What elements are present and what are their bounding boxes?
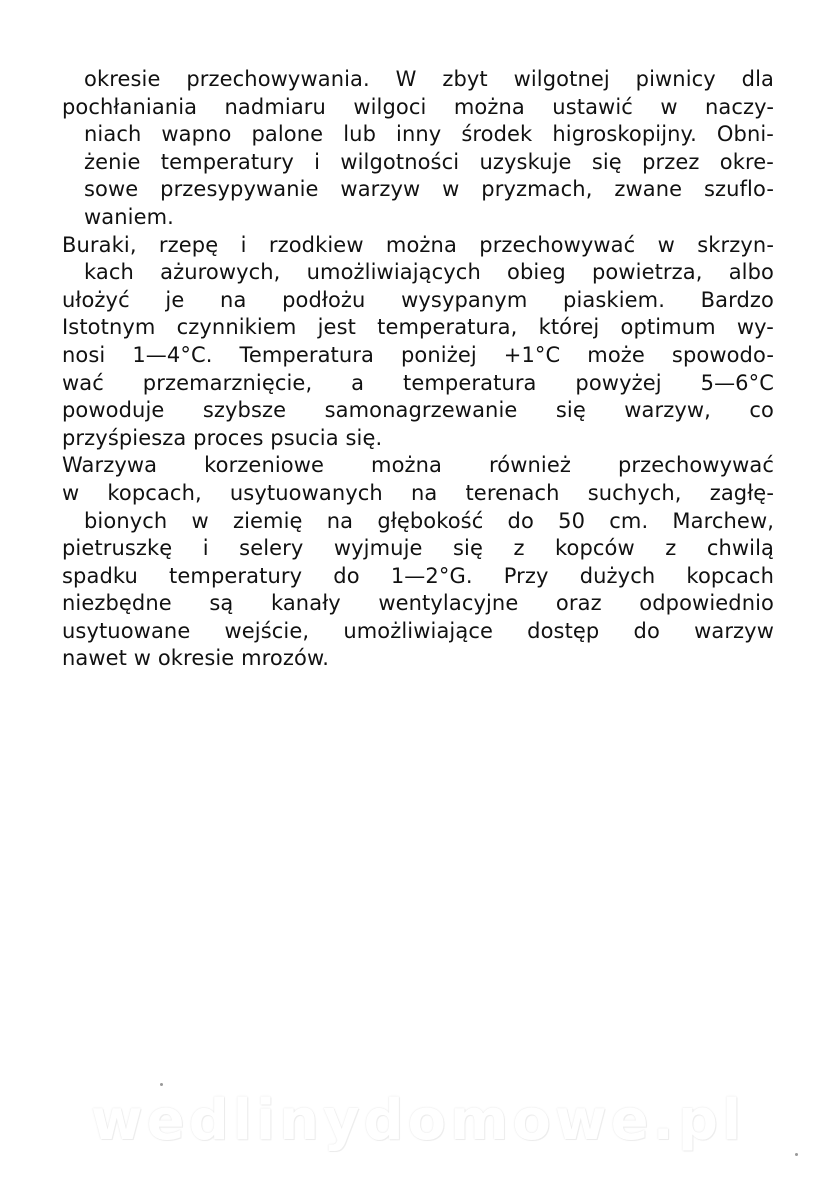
text-line: powoduje szybsze samonagrzewanie się warzyw, co [62,398,774,423]
dust-speck [795,1153,798,1156]
text-line: Buraki, rzepę i rzodkiew można przechowywać w skrzyn- [62,232,774,257]
text-line: pochłaniania nadmiaru wilgoci można ustawić w naczy- [62,94,774,119]
text-line: Warzywa korzeniowe można również przechowywać [62,453,774,478]
text-line: wać przemarznięcie, a temperatura powyżej 5—6°C [62,370,774,395]
text-line: nawet w okresie mrozów. [62,646,330,671]
text-line: sowe przesypywanie warzyw w pryzmach, zwane szuflo- [84,177,774,202]
watermark: wedlinydomowe.pl [90,1088,746,1153]
text-line: okresie przechowywania. W zbyt wilgotnej piwnicy dla [84,67,774,91]
text-line: bionych w ziemię na głębokość do 50 cm. Marchew, [84,508,774,533]
dust-speck [160,1083,163,1086]
text-line: nosi 1—4°C. Temperatura poniżej +1°C może spowodo- [62,342,774,367]
text-line: kach ażurowych, umożliwiających obieg powietrza, albo [84,260,774,285]
text-line: niach wapno palone lub inny środek higroskopijny. Obni- [84,122,774,147]
text-line: pietruszkę i selery wyjmuje się z kopców z chwilą [62,536,774,561]
text-line: Istotnym czynnikiem jest temperatura, której optimum wy- [62,315,774,340]
text-line: w kopcach, usytuowanych na terenach suchych, zagłę- [62,480,774,505]
text-line: żenie temperatury i wilgotności uzyskuje się przez okre- [84,149,774,174]
text-line: usytuowane wejście, umożliwiające dostęp do warzyw [62,618,774,643]
text-line: waniem. [84,204,174,229]
body-text [62,66,774,673]
text-line: ułożyć je na podłożu wysypanym piaskiem. Bardzo [62,287,774,312]
text-line: niezbędne są kanały wentylacyjne oraz odpowiednio [62,591,774,616]
text-line: przyśpiesza proces psucia się. [62,425,383,450]
text-line: spadku temperatury do 1—2°G. Przy dużych kopcach [62,563,774,588]
